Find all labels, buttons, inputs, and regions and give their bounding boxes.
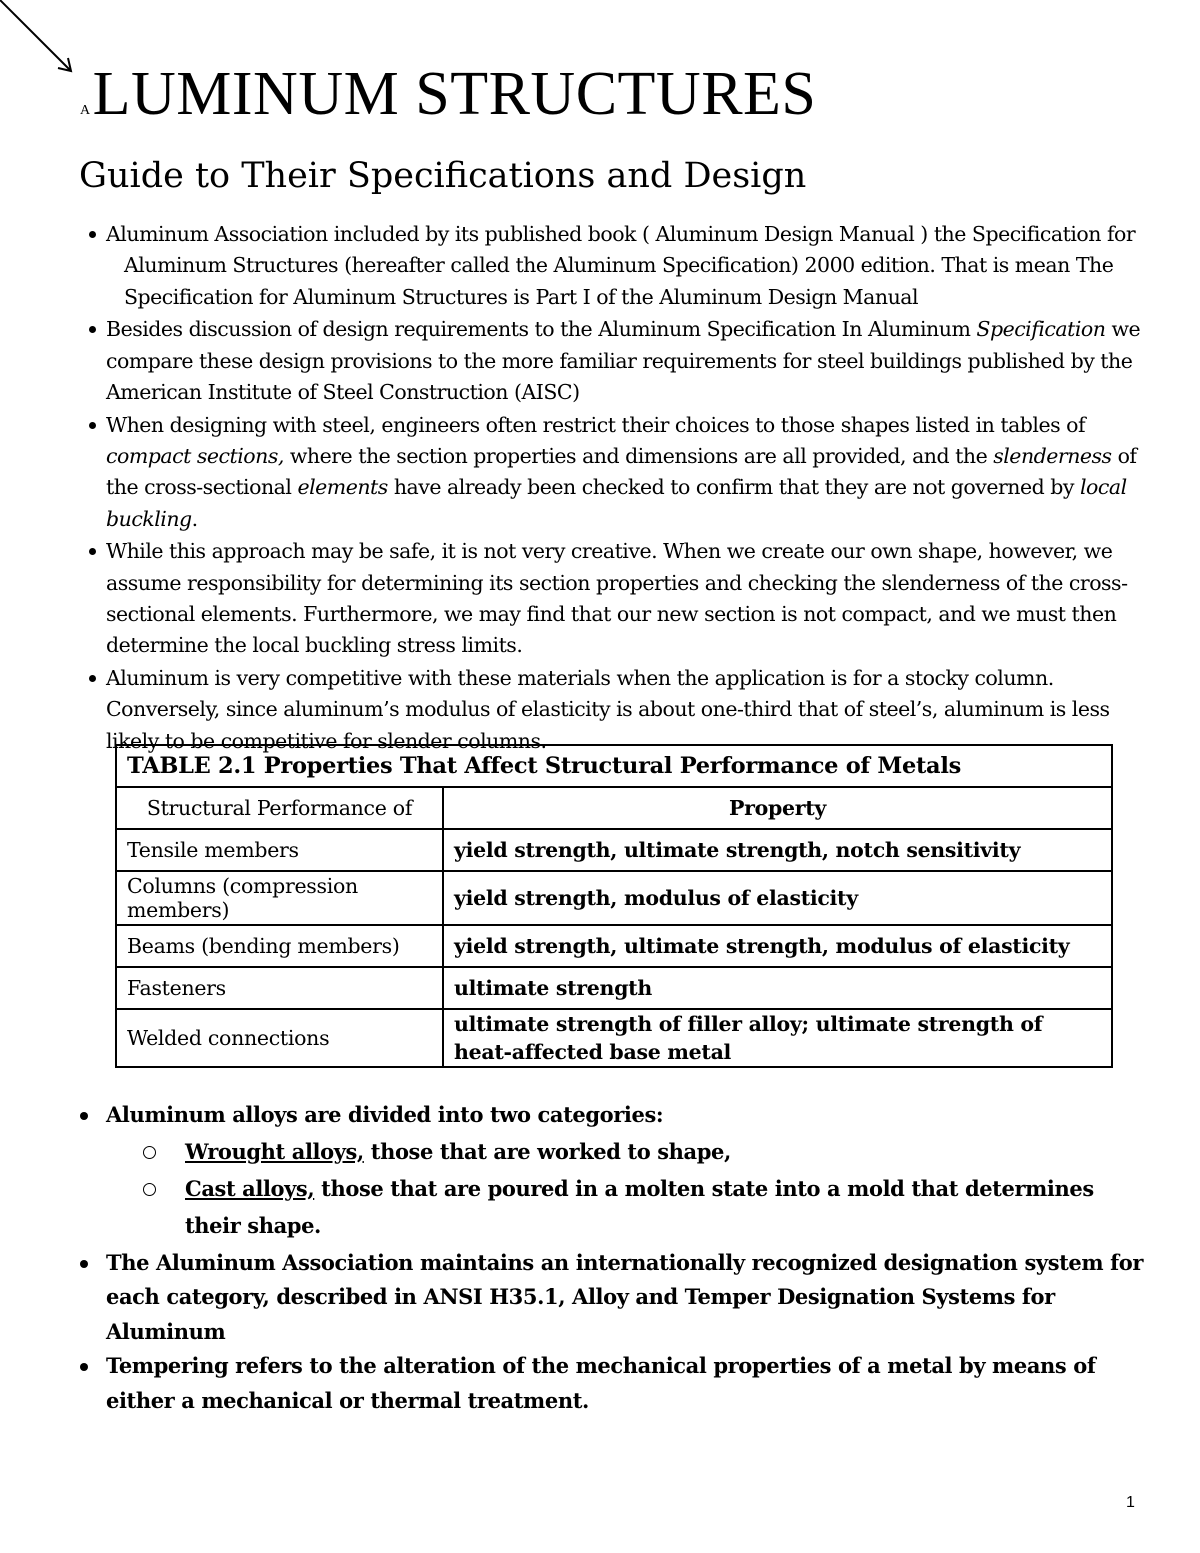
bullet-text: have already been checked to confirm that they are not governed by bbox=[387, 475, 1080, 500]
bullet-text: of the cross-sectional bbox=[106, 444, 1137, 500]
emphasis-text: elements bbox=[297, 475, 388, 500]
emphasis-text: Specification bbox=[976, 317, 1106, 342]
arrow-icon bbox=[0, 0, 80, 80]
table-cell: yield strength, ultimate strength, modulus of elasticity bbox=[443, 925, 1112, 967]
bullet-text: Specification for Aluminum Structures is Part I of the Aluminum Design Manual bbox=[124, 284, 919, 309]
table-cell: Welded connections bbox=[116, 1009, 443, 1067]
table-row bbox=[116, 1009, 1112, 1067]
bullet-text: Aluminum Structures (hereafter called the Aluminum Specification) 2000 edition. That is mean The bbox=[124, 253, 1114, 278]
table-cell: ultimate strength of filler alloy; ultimate strength of heat-affected base metal bbox=[443, 1009, 1112, 1067]
sub-list-item bbox=[76, 1170, 1156, 1244]
term-text: Wrought alloys, bbox=[185, 1138, 364, 1164]
table-cell: yield strength, modulus of elasticity bbox=[443, 871, 1112, 925]
circle-bullet-icon bbox=[143, 1146, 156, 1159]
emphasis-text: compact sections, bbox=[106, 444, 284, 469]
table-cell: ultimate strength bbox=[443, 967, 1112, 1009]
document-subtitle: Guide to Their Specifications and Design bbox=[79, 156, 807, 196]
list-item bbox=[76, 1349, 1156, 1418]
bullet-text: those that are worked to shape, bbox=[363, 1138, 731, 1164]
emphasis-text: slenderness bbox=[993, 444, 1112, 469]
table-row bbox=[116, 871, 1112, 925]
table-header-row bbox=[116, 787, 1112, 829]
bullet-icon bbox=[89, 326, 96, 333]
table-caption: TABLE 2.1 Properties That Affect Structural Performance of Metals bbox=[116, 745, 1112, 787]
bullet-text: While this approach may be safe, it is not very creative. When we create our own shape, however, we assume responsibility for determining its section properties and checking the slenderness of the cross-sectional elements. Furthermore, we may find that our new section is not compact, and we must then determine the local buckling stress limits. bbox=[106, 539, 1128, 658]
bullet-icon bbox=[80, 1363, 88, 1371]
bullet-icon bbox=[89, 675, 96, 682]
bullet-text: The Aluminum Association maintains an internationally recognized designation system for each category, described in ANSI H35.1, Alloy and Temper Designation Systems for Aluminum bbox=[106, 1249, 1144, 1344]
title-text: LUMINUM STRUCTURES bbox=[92, 60, 817, 128]
bullet-icon bbox=[89, 231, 96, 238]
bullet-icon bbox=[80, 1260, 88, 1268]
bullet-text: we compare these design provisions to the more familiar requirements for steel buildings published by the American Institute of Steel Construction (AISC) bbox=[106, 317, 1141, 404]
list-item bbox=[76, 1098, 1156, 1133]
title-lead-letter: A bbox=[80, 103, 91, 118]
bullet-text: Aluminum is very competitive with these materials when the application is for a stocky column. Conversely, since aluminum’s modulus of elasticity is about one-third that of steel’s, aluminum is less likely to be competitive for slender columns. bbox=[106, 666, 1110, 753]
bullet-text: When designing with steel, engineers often restrict their choices to those shapes listed in tables of bbox=[106, 412, 1086, 437]
bullet-text: where the section properties and dimensions are all provided, and the bbox=[283, 444, 994, 469]
table-cell: Tensile members bbox=[116, 829, 443, 871]
table-cell: yield strength, ultimate strength, notch sensitivity bbox=[443, 829, 1112, 871]
table-row bbox=[116, 925, 1112, 967]
list-item bbox=[86, 410, 1166, 535]
alloy-bullet-list bbox=[76, 1098, 1156, 1418]
list-item bbox=[86, 219, 1166, 313]
bullet-text: Tempering refers to the alteration of the mechanical properties of a metal by means of either a mechanical or thermal treatment. bbox=[106, 1353, 1096, 1413]
table-cell: Fasteners bbox=[116, 967, 443, 1009]
bullet-text: those that are poured in a molten state into a mold that determines their shape. bbox=[185, 1175, 1094, 1238]
table-cell: Beams (bending members) bbox=[116, 925, 443, 967]
intro-bullet-list bbox=[86, 219, 1166, 759]
bullet-text: Besides discussion of design requirements to the Aluminum Specification In Aluminum bbox=[106, 317, 977, 342]
term-text: Cast alloys, bbox=[185, 1175, 315, 1201]
bullet-icon bbox=[89, 548, 96, 555]
bullet-text: Aluminum Association included by its published book ( Aluminum Design Manual ) the Specification for bbox=[106, 222, 1136, 246]
table-row bbox=[116, 967, 1112, 1009]
list-item bbox=[86, 663, 1166, 757]
list-item bbox=[86, 314, 1166, 408]
page-number: 1 bbox=[1126, 1494, 1135, 1511]
bullet-icon bbox=[80, 1112, 88, 1120]
bullet-text: . bbox=[191, 506, 198, 531]
list-item bbox=[86, 536, 1166, 661]
column-header: Structural Performance of bbox=[116, 787, 443, 829]
column-header: Property bbox=[443, 787, 1112, 829]
list-item bbox=[76, 1246, 1156, 1350]
table-cell: Columns (compression members) bbox=[116, 871, 443, 925]
circle-bullet-icon bbox=[143, 1183, 156, 1196]
document-title bbox=[80, 58, 816, 147]
bullet-text: Aluminum alloys are divided into two categories: bbox=[106, 1102, 664, 1127]
emphasis-text: local buckling bbox=[106, 475, 1127, 531]
table-row bbox=[116, 829, 1112, 871]
properties-table bbox=[115, 744, 1113, 1068]
sub-list-item bbox=[76, 1133, 1156, 1170]
bullet-icon bbox=[89, 422, 96, 429]
